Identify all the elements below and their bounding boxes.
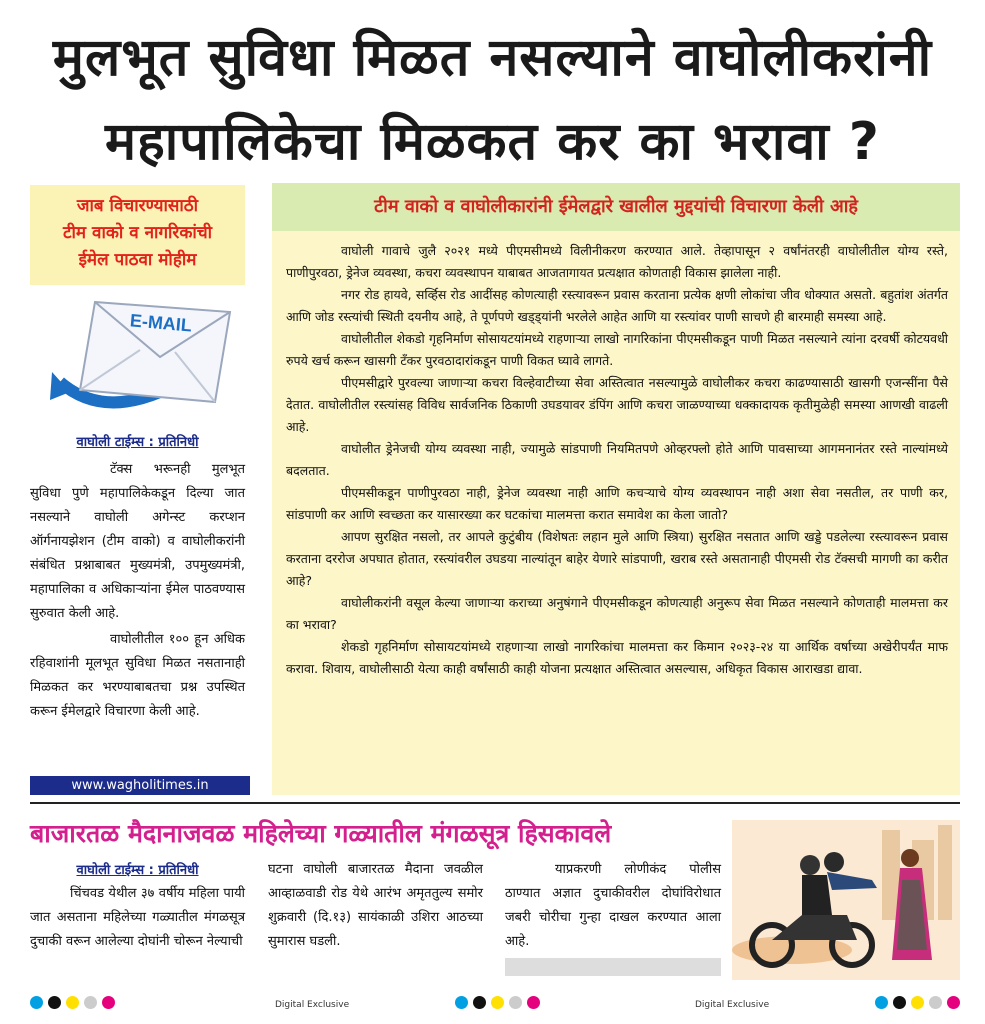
email-graphic-text: E-MAIL: [129, 310, 193, 336]
email-envelope-icon: [40, 292, 240, 412]
article-paragraph: शेकडो गृहनिर्माण सोसायटयांमध्ये राहणाऱ्या लाखो नागरिकांचा मालमत्ता कर किमान २०२३-२४ या आर्थिक वर्षाच्या अखेरीपर्यंत माफ करावा. शिवाय, वाघोलीसाठी येत्या काही वर्षांसाठी काही योजना प्रत्यक्षात अस्तित्वात असल्यास, अधिकृत विकास आराखडा द्यावा.: [286, 639, 948, 676]
campaign-line-3: ईमेल पाठवा मोहीम: [78, 250, 197, 270]
registration-dot: [30, 996, 43, 1009]
registration-dot: [48, 996, 61, 1009]
registration-dot: [527, 996, 540, 1009]
left-column-text: [30, 458, 245, 724]
digital-exclusive-label: Digital Exclusive: [695, 1000, 770, 1010]
registration-dot: [102, 996, 115, 1009]
headline-line-2: महापालिकेचा मिळकत कर का भरावा ?: [105, 112, 880, 172]
campaign-line-1: जाब विचारण्यासाठी: [76, 196, 199, 216]
registration-dot: [66, 996, 79, 1009]
registration-dot: [491, 996, 504, 1009]
article-paragraph: नगर रोड हायवे, सर्व्हिस रोड आदींसह कोणत्याही रस्त्यावरून प्रवास करताना प्रत्येक क्षणी लोकांचा जीव धोक्यात असतो. बहुतांश अंतर्गत आणि जोड रस्त्यांची स्थिती दयनीय आहे, ते पूर्णपणे खड्ड्यांनी भरलेले आहेत आणि या रस्त्यांवर पाणी साचणे ही बारमाही समस्या आहे.: [286, 287, 948, 324]
left-paragraph: टॅक्स भरूनही मुलभूत सुविधा पुणे महापालिकेकडून दिल्या जात नसल्याने वाघोली अगेन्स्ट करप्शन ऑर्गनायझेशन (टीम वाको) व वाघोलीकरांनी संबंधित प्रश्नाबाबत मुख्यमंत्री, उपमुख्यमंत्री, महापालिका व अधिकाऱ्यांना ईमेल पाठवण्यास सुरुवात केली आहे.: [30, 462, 245, 621]
motorcycle-snatching-illustration: [732, 820, 960, 980]
section2-headline: बाजारतळ मैदानाजवळ महिलेच्या गळ्यातील मंगळसूत्र हिसकावले: [30, 819, 612, 848]
campaign-box: [30, 185, 245, 285]
grey-bar: [505, 958, 721, 976]
campaign-line-2: टीम वाको व नागरिकांची: [62, 223, 213, 243]
article-paragraph: वाघोलीकरांनी वसूल केल्या जाणाऱ्या कराच्या अनुषंगाने पीएमसीकडून कोणत्याही अनुरूप सेवा मिळत नसल्याने कोणताही मालमत्ता कर का भरावा?: [286, 595, 948, 632]
main-article-heading: टीम वाको व वाघोलीकारांनी ईमेलद्वारे खालील मुद्दयांची विचारणा केली आहे: [272, 183, 960, 231]
section-divider: [30, 802, 960, 804]
registration-dot: [893, 996, 906, 1009]
color-registration-marks: [30, 996, 115, 1009]
color-registration-marks: [455, 996, 540, 1009]
registration-dot: [929, 996, 942, 1009]
left-paragraph: वाघोलीतील १०० हून अधिक रहिवाशांनी मूलभूत सुविधा मिळत नसतानाही मिळकत कर भरण्याबाबतचा प्रश्न उपस्थित करून ईमेलद्वारे विचारणा केली आहे.: [30, 632, 245, 719]
byline: वाघोली टाईम्स : प्रतिनिधी: [76, 435, 199, 450]
article-paragraph: पीएमसीद्वारे पुरवल्या जाणाऱ्या कचरा विल्हेवाटीच्या सेवा अस्तित्वात नसल्यामुळे वाघोलीकर कचरा काढण्यासाठी खासगी एजन्सींना पैसे देतात. वाघोलीतील रस्त्यांसह विविध सार्वजनिक ठिकाणी उघडयावर डंपिंग आणि कचरा जाळण्याच्या धक्कादायक कृतीमुळेही समस्या आणखी वाढली आहे.: [286, 375, 948, 434]
section2-column-3: याप्रकरणी लोणीकंद पोलीस ठाण्यात अज्ञात दुचाकीवरील दोघांविरोधात जबरी चोरीचा गुन्हा दाखल करण्यात आला आहे.: [505, 862, 721, 949]
article-paragraph: वाघोलीत ड्रेनेजची योग्य व्यवस्था नाही, ज्यामुळे सांडपाणी नियमितपणे ओव्हरफ्लो होते आणि पावसाच्या आगमनानंतर रस्ते नाल्यांमध्ये बदलतात.: [286, 441, 948, 478]
main-article-body: [286, 240, 948, 680]
article-paragraph: आपण सुरक्षित नसलो, तर आपले कुटुंबीय (विशेषतः लहान मुले आणि स्त्रिया) सुरक्षित नसतात आणि खड्डे पडलेल्या रस्त्यावरून प्रवास करताना दररोज अपघात होतात, रस्त्यांवरील उघडया नाल्यांतून बाहेर येणारे सांडपाणी, खराब रस्ते असतानाही पीएमसी रोड टॅक्सची मागणी का करीत आहे?: [286, 529, 948, 588]
registration-dot: [911, 996, 924, 1009]
registration-dot: [509, 996, 522, 1009]
registration-dot: [84, 996, 97, 1009]
article-paragraph: वाघोली गावाचे जुलै २०२१ मध्ये पीएमसीमध्ये विलीनीकरण करण्यात आले. तेव्हापासून २ वर्षांनंतरही वाघोलीतील योग्य रस्ते, पाणीपुरवठा, ड्रेनेज व्यवस्था, कचरा व्यवस्थापन याबाबत आजतागायत प्रत्यक्षात कोणताही विकास झालेला नाही.: [286, 243, 948, 280]
registration-dot: [947, 996, 960, 1009]
article-paragraph: पीएमसीकडून पाणीपुरवठा नाही, ड्रेनेज व्यवस्था नाही आणि कचऱ्याचे योग्य व्यवस्थापन नाही अशा सेवा नसतील, तर पाणी कर, सांडपाणी कर आणि स्वच्छता कर यासारख्या कर घटकांचा मालमत्ता करात समावेश का केला जातो?: [286, 485, 948, 522]
digital-exclusive-label: Digital Exclusive: [275, 1000, 350, 1010]
registration-dot: [875, 996, 888, 1009]
section2-column-2: घटना वाघोली बाजारतळ मैदाना जवळील आव्हाळवाडी रोड येथे आरंभ अमृततुल्य समोर शुक्रवारी (दि.१३) सायंकाळी उशिरा आठच्या सुमारास घडली.: [268, 862, 483, 949]
section2-byline: वाघोली टाईम्स : प्रतिनिधी: [76, 863, 199, 878]
website-url[interactable]: www.wagholitimes.in: [30, 776, 250, 795]
color-registration-marks: [875, 996, 960, 1009]
registration-dot: [455, 996, 468, 1009]
headline-line-1: मुलभूत सुविधा मिळत नसल्याने वाघोलीकरांनी: [52, 28, 933, 88]
registration-dot: [473, 996, 486, 1009]
article-paragraph: वाघोलीतील शेकडो गृहनिर्माण सोसायटयांमध्ये राहणाऱ्या लाखो नागरिकांना पीएमसीकडून पाणी मिळत नसल्याने त्यांना दरवर्षी कोटयवधी रुपये खर्च करून खासगी टँकर पुरवठादारांकडून पाणी विकत घ्यावे लागते.: [286, 331, 948, 368]
section2-column-1: चिंचवड येथील ३७ वर्षीय महिला पायी जात असताना महिलेच्या गळ्यातील मंगळसूत्र दुचाकी वरून आलेल्या दोघांनी चोरून नेल्याची: [30, 886, 245, 949]
